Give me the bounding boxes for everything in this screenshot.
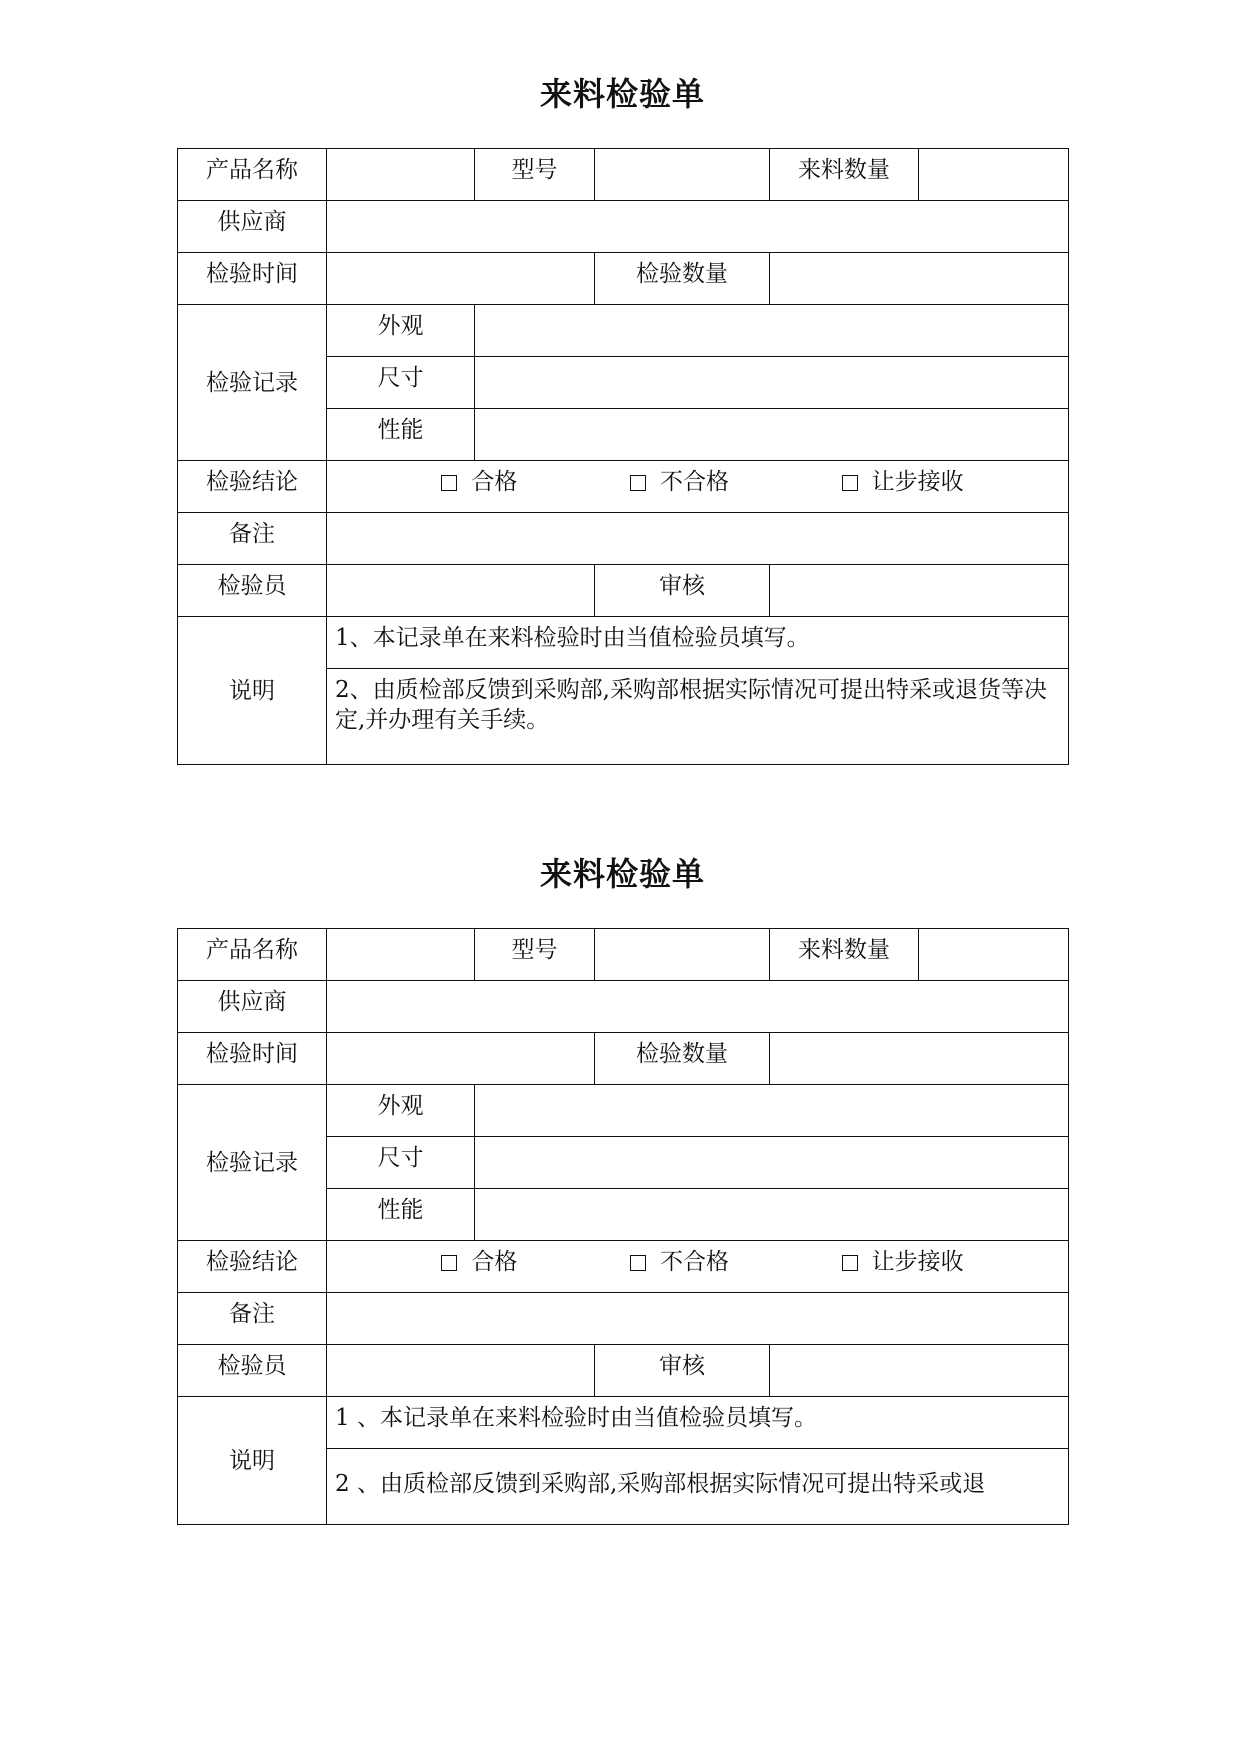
checkbox-icon[interactable] bbox=[441, 475, 457, 491]
review-label: 审核 bbox=[595, 565, 770, 617]
checkbox-icon[interactable] bbox=[842, 1255, 858, 1271]
table-row bbox=[178, 929, 1069, 981]
table-row bbox=[178, 201, 1069, 253]
table-row bbox=[178, 461, 1069, 513]
option-label: 不合格 bbox=[659, 469, 729, 495]
option-label: 不合格 bbox=[659, 1249, 729, 1275]
product-name-field[interactable] bbox=[327, 929, 475, 981]
review-field[interactable] bbox=[770, 1345, 1069, 1397]
checkbox-icon[interactable] bbox=[441, 1255, 457, 1271]
model-label: 型号 bbox=[475, 149, 595, 201]
conclusion-label: 检验结论 bbox=[178, 1241, 327, 1293]
remarks-label: 备注 bbox=[178, 1293, 327, 1345]
checkbox-icon[interactable] bbox=[630, 1255, 646, 1271]
appearance-label: 外观 bbox=[327, 1085, 475, 1137]
size-field[interactable] bbox=[475, 1137, 1069, 1189]
table-row bbox=[178, 981, 1069, 1033]
model-field[interactable] bbox=[595, 149, 770, 201]
form-title: 来料检验单 bbox=[539, 855, 705, 893]
checkbox-icon[interactable] bbox=[630, 475, 646, 491]
option-label: 让步接收 bbox=[871, 469, 964, 495]
notes-label: 说明 bbox=[178, 617, 327, 765]
incoming-qty-label: 来料数量 bbox=[770, 149, 919, 201]
option-label: 合格 bbox=[471, 1249, 518, 1275]
inspector-field[interactable] bbox=[327, 565, 595, 617]
review-field[interactable] bbox=[770, 565, 1069, 617]
table-row bbox=[178, 1033, 1069, 1085]
appearance-field[interactable] bbox=[475, 1085, 1069, 1137]
option-fail[interactable] bbox=[630, 467, 729, 497]
inspection-table bbox=[177, 148, 1069, 765]
note-1: 1、本记录单在来料检验时由当值检验员填写。 bbox=[327, 617, 1069, 669]
option-concession[interactable] bbox=[842, 1247, 964, 1277]
table-row bbox=[178, 1345, 1069, 1397]
appearance-field[interactable] bbox=[475, 305, 1069, 357]
product-name-field[interactable] bbox=[327, 149, 475, 201]
table-row bbox=[178, 149, 1069, 201]
performance-field[interactable] bbox=[475, 409, 1069, 461]
inspection-record-label: 检验记录 bbox=[178, 305, 327, 461]
product-name-label: 产品名称 bbox=[178, 149, 327, 201]
supplier-field[interactable] bbox=[327, 201, 1069, 253]
conclusion-options bbox=[327, 1241, 1069, 1293]
inspector-field[interactable] bbox=[327, 1345, 595, 1397]
incoming-qty-field[interactable] bbox=[919, 929, 1069, 981]
table-row bbox=[178, 305, 1069, 357]
table-row bbox=[178, 1293, 1069, 1345]
option-fail[interactable] bbox=[630, 1247, 729, 1277]
inspection-form-2 bbox=[177, 850, 1068, 1525]
inspector-label: 检验员 bbox=[178, 565, 327, 617]
supplier-label: 供应商 bbox=[178, 981, 327, 1033]
conclusion-options bbox=[327, 461, 1069, 513]
supplier-label: 供应商 bbox=[178, 201, 327, 253]
inspector-label: 检验员 bbox=[178, 1345, 327, 1397]
table-row bbox=[178, 565, 1069, 617]
table-row bbox=[178, 1397, 1069, 1449]
table-row bbox=[178, 617, 1069, 669]
performance-field[interactable] bbox=[475, 1189, 1069, 1241]
inspection-time-label: 检验时间 bbox=[178, 253, 327, 305]
conclusion-label: 检验结论 bbox=[178, 461, 327, 513]
appearance-label: 外观 bbox=[327, 305, 475, 357]
size-field[interactable] bbox=[475, 357, 1069, 409]
model-label: 型号 bbox=[475, 929, 595, 981]
table-row bbox=[178, 513, 1069, 565]
performance-label: 性能 bbox=[327, 409, 475, 461]
table-row bbox=[178, 1085, 1069, 1137]
note-2: 2 、由质检部反馈到采购部,采购部根据实际情况可提出特采或退 bbox=[327, 1449, 1069, 1525]
incoming-qty-field[interactable] bbox=[919, 149, 1069, 201]
incoming-qty-label: 来料数量 bbox=[770, 929, 919, 981]
inspection-time-field[interactable] bbox=[327, 253, 595, 305]
note-1: 1 、本记录单在来料检验时由当值检验员填写。 bbox=[327, 1397, 1069, 1449]
performance-label: 性能 bbox=[327, 1189, 475, 1241]
option-concession[interactable] bbox=[842, 467, 964, 497]
product-name-label: 产品名称 bbox=[178, 929, 327, 981]
remarks-field[interactable] bbox=[327, 513, 1069, 565]
inspection-form-1 bbox=[177, 70, 1068, 765]
model-field[interactable] bbox=[595, 929, 770, 981]
inspection-qty-field[interactable] bbox=[770, 1033, 1069, 1085]
remarks-field[interactable] bbox=[327, 1293, 1069, 1345]
checkbox-icon[interactable] bbox=[842, 475, 858, 491]
option-label: 让步接收 bbox=[871, 1249, 964, 1275]
table-row bbox=[178, 253, 1069, 305]
option-pass[interactable] bbox=[441, 1247, 517, 1277]
option-pass[interactable] bbox=[441, 467, 517, 497]
inspection-time-field[interactable] bbox=[327, 1033, 595, 1085]
notes-label: 说明 bbox=[178, 1397, 327, 1525]
inspection-qty-label: 检验数量 bbox=[595, 253, 770, 305]
option-label: 合格 bbox=[471, 469, 518, 495]
inspection-record-label: 检验记录 bbox=[178, 1085, 327, 1241]
supplier-field[interactable] bbox=[327, 981, 1069, 1033]
review-label: 审核 bbox=[595, 1345, 770, 1397]
form-title: 来料检验单 bbox=[539, 75, 705, 113]
inspection-table bbox=[177, 928, 1069, 1525]
inspection-time-label: 检验时间 bbox=[178, 1033, 327, 1085]
remarks-label: 备注 bbox=[178, 513, 327, 565]
size-label: 尺寸 bbox=[327, 1137, 475, 1189]
inspection-qty-label: 检验数量 bbox=[595, 1033, 770, 1085]
table-row bbox=[178, 1241, 1069, 1293]
note-2: 2、由质检部反馈到采购部,采购部根据实际情况可提出特采或退货等决定,并办理有关手续。 bbox=[327, 669, 1069, 765]
size-label: 尺寸 bbox=[327, 357, 475, 409]
inspection-qty-field[interactable] bbox=[770, 253, 1069, 305]
